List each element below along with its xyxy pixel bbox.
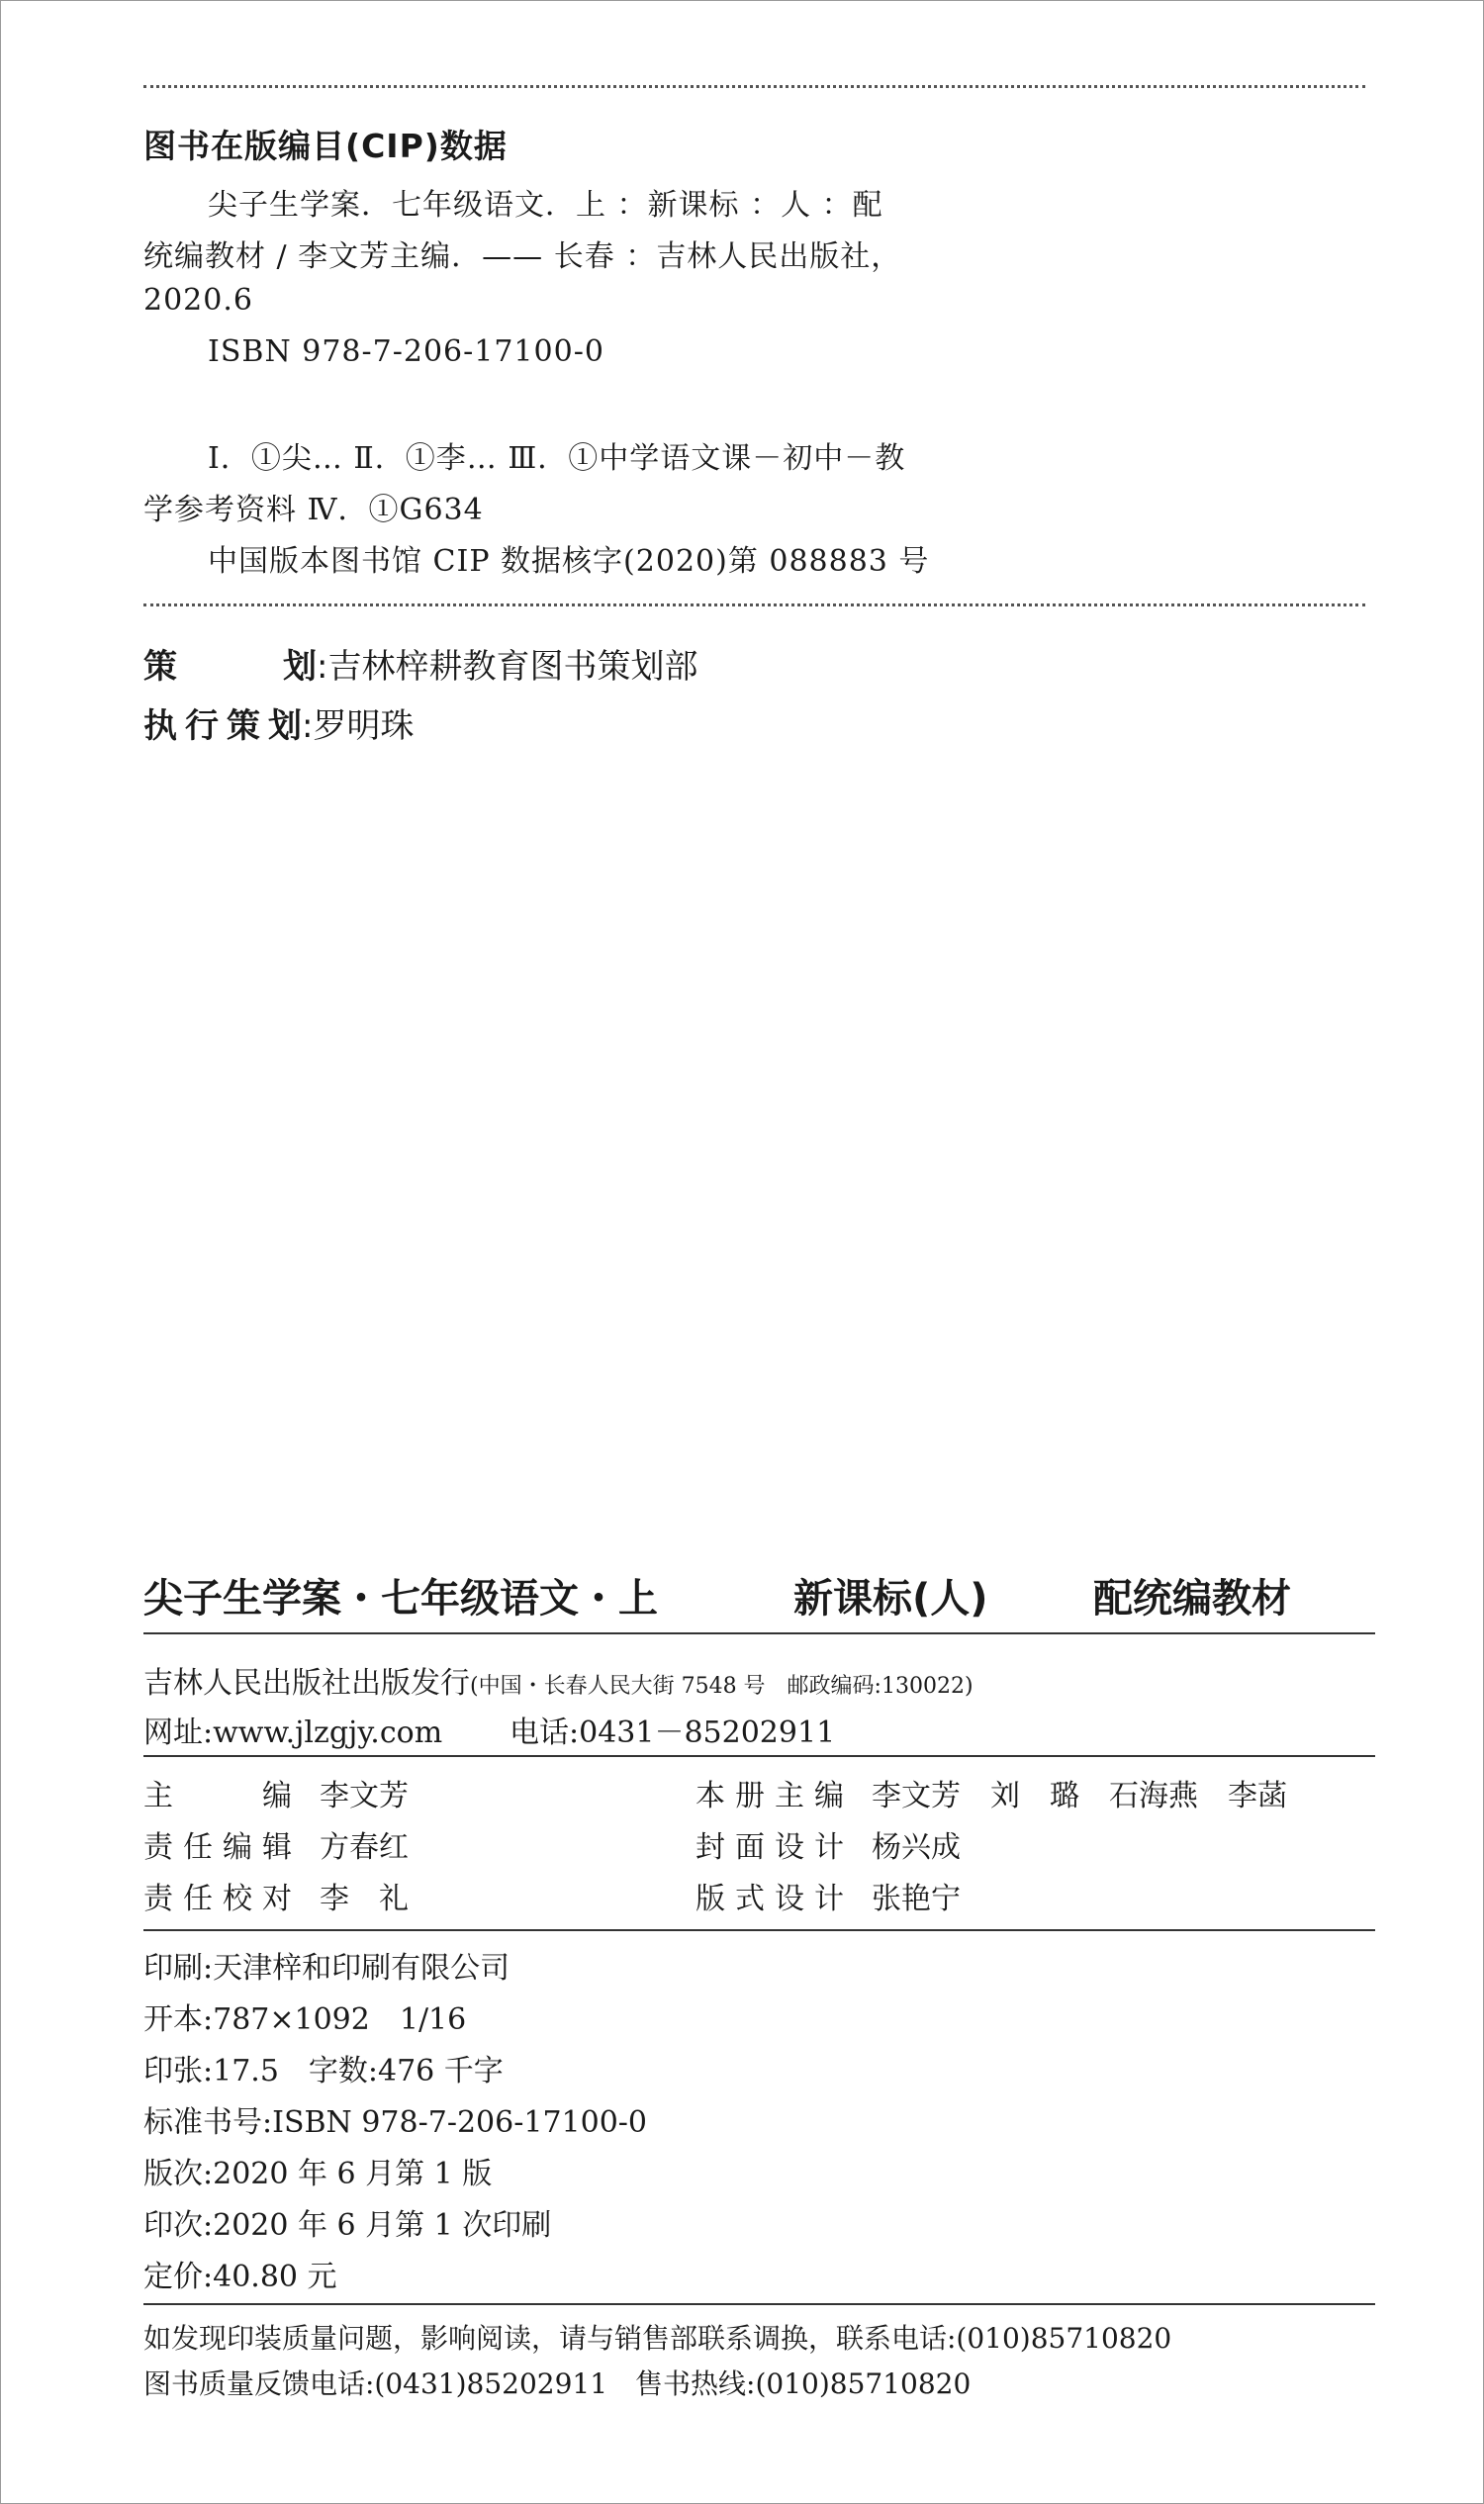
- staff-divider: [143, 1929, 1375, 1931]
- spec-format: 开本:787×1092 1/16: [143, 2002, 467, 2037]
- spec-price: 定价:40.80 元: [143, 2260, 337, 2294]
- book-edition: 新课标(人): [793, 1576, 988, 1622]
- staff-row-responsible-editor: [143, 1822, 409, 1866]
- publisher-divider: [143, 1755, 1375, 1757]
- staff-row-volume-editor: [696, 1771, 1287, 1814]
- staff-label: 封面设计: [696, 1830, 844, 1865]
- publisher-address: (中国・长春人民大街 7548 号 邮政编码:130022): [470, 1674, 974, 1699]
- spec-isbn: 标准书号:ISBN 978-7-206-17100-0: [143, 2105, 648, 2140]
- cip-line-2: 统编教材 / 李文芳主编．—— 长春 ：吉林人民出版社，: [143, 239, 902, 274]
- staff-label: 主编: [143, 1779, 292, 1813]
- staff-value: 李文芳: [320, 1779, 409, 1813]
- staff-row-proofreader: [143, 1874, 409, 1917]
- staff-value: 张艳宁: [872, 1882, 961, 1916]
- executive-planning-value: :罗明珠: [302, 706, 415, 746]
- footer-hotlines: 图书质量反馈电话:(0431)85202911 售书热线:(010)85710820: [143, 2367, 972, 2400]
- planning-value: :吉林梓耕教育图书策划部: [317, 647, 698, 687]
- staff-value: 李 礼: [320, 1882, 409, 1916]
- staff-value: 方春红: [320, 1830, 409, 1865]
- planning-label: 策划: [143, 647, 317, 687]
- staff-label: 本册主编: [696, 1779, 844, 1813]
- publisher-web: 网址:www.jlzgjy.com: [143, 1716, 443, 1750]
- staff-row-chief-editor: [143, 1771, 409, 1814]
- staff-value: 李文芳 刘 璐 石海燕 李菡: [872, 1779, 1287, 1813]
- executive-planning-label: 执行策划: [143, 706, 302, 746]
- book-title: 尖子生学案・七年级语文・上: [143, 1576, 658, 1622]
- publisher-row: [143, 1658, 974, 1702]
- cip-line-1: 尖子生学案．七年级语文．上 ：新课标 ：人 ：配: [208, 188, 883, 223]
- staff-label: 责任校对: [143, 1882, 292, 1916]
- publisher-phone: 电话:0431－85202911: [510, 1716, 836, 1750]
- staff-row-layout-design: [696, 1874, 961, 1917]
- cip-isbn: ISBN 978-7-206-17100-0: [208, 334, 604, 369]
- book-note: 配统编教材: [1093, 1576, 1291, 1622]
- staff-label: 责任编辑: [143, 1830, 292, 1865]
- spec-sheets-words: 印张:17.5 字数:476 千字: [143, 2054, 504, 2088]
- cip-record-number: 中国版本图书馆 CIP 数据核字(2020)第 088883 号: [208, 544, 930, 579]
- staff-label: 版式设计: [696, 1882, 844, 1916]
- spec-printer: 印刷:天津梓和印刷有限公司: [143, 1951, 510, 1986]
- footer-divider: [143, 2303, 1375, 2305]
- cip-classification-2: 学参考资料 Ⅳ．①G634: [143, 493, 484, 527]
- cip-classification-1: Ⅰ．①尖… Ⅱ．①李… Ⅲ．①中学语文课－初中－教: [208, 441, 906, 476]
- title-divider: [143, 1632, 1375, 1634]
- spec-printing: 印次:2020 年 6 月第 1 次印刷: [143, 2208, 552, 2243]
- spec-edition: 版次:2020 年 6 月第 1 版: [143, 2157, 493, 2191]
- footer-quality-notice: 如发现印装质量问题，影响阅读，请与销售部联系调换，联系电话:(010)85710820: [143, 2322, 1172, 2355]
- cip-heading: 图书在版编目(CIP)数据: [143, 127, 508, 165]
- staff-value: 杨兴成: [872, 1830, 961, 1865]
- top-dotted-divider: [143, 85, 1365, 88]
- executive-planning-row: [143, 698, 414, 747]
- cip-line-3: 2020.6: [143, 283, 253, 318]
- planning-row: [143, 639, 697, 688]
- middle-dotted-divider: [143, 603, 1365, 606]
- staff-row-cover-design: [696, 1822, 961, 1866]
- publisher-name: 吉林人民出版社出版发行: [143, 1666, 470, 1701]
